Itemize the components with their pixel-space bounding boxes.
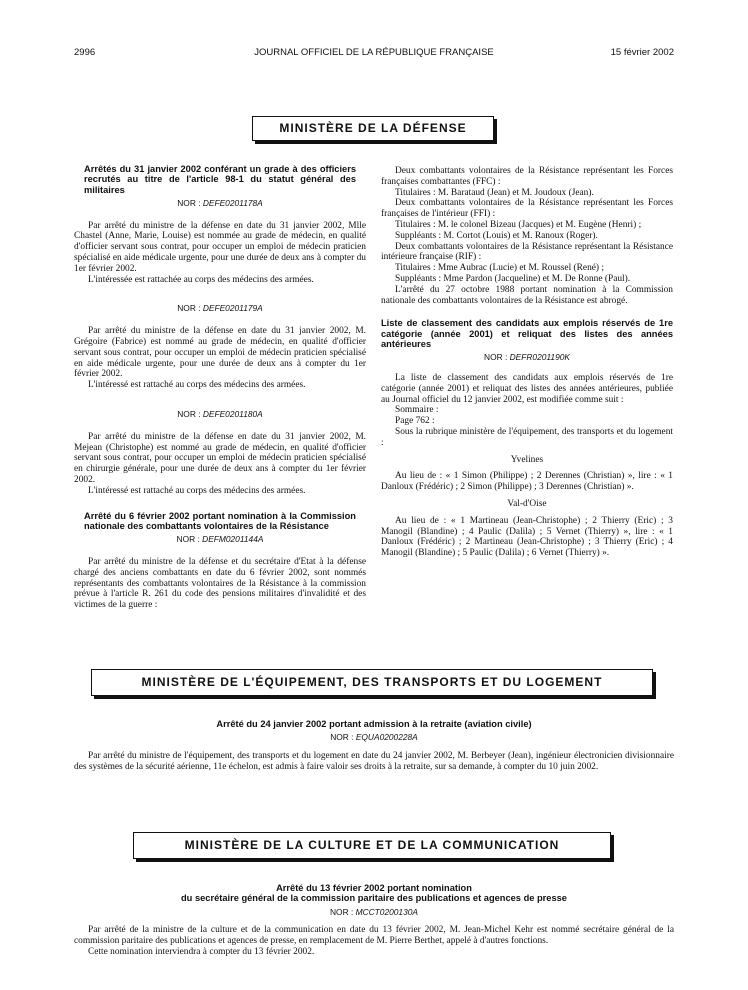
left-column: [74, 164, 366, 611]
nor-reference: NOR : EQUA0200228A: [330, 732, 418, 743]
paragraph: Par arrêté du ministre de l'équipement, des transports et du logement en date du 24 janvier 2002, M. Berbeyer (Jean), ingénieur électronicien divisionnaire des systèmes de la sécurité aérienne, 11e échelon, est admis à faire valoir ses droits à la retraite, sur sa demande, à compter du 10 juin 2002.: [74, 751, 674, 772]
paragraph: Par arrêté du ministre de la défense en date du 31 janvier 2002, Mlle Chastel (Anne, Marie, Louise) est nommée au grade de médecin, en qualité d'officier servant sous contrat, pour occuper un emploi de médecin praticien spécialisé en aide médicale urgente, pour une durée de deux ans à compter du 1er février 2002.: [74, 220, 366, 274]
paragraph: Cette nomination interviendra à compter du 13 février 2002.: [88, 946, 315, 957]
nor-reference: NOR : MCCT0200130A: [330, 906, 418, 917]
nor-reference: NOR : DEFR0201190K: [484, 352, 570, 363]
ministry-culture-heading: MINISTÈRE DE LA CULTURE ET DE LA COMMUNICATION: [133, 832, 611, 859]
place-heading: Yvelines: [510, 454, 544, 465]
article-title-classement: Liste de classement des candidats aux emplois réservés de 1re catégorie (année 2001) et reliquat des listes des années antérieures: [381, 318, 673, 349]
paragraph: Sous la rubrique ministère de l'équipement, des transports et du logement :: [381, 427, 673, 448]
paragraph: Deux combattants volontaires de la Résistance représentant les Forces françaises de l'intérieur (FFI) :: [381, 198, 673, 220]
paragraph: Titulaires : Mme Aubrac (Lucie) et M. Roussel (René) ;: [395, 263, 604, 274]
article-subtitle: du secrétaire général de la commission paritaire des publications et agences de presse: [181, 893, 567, 904]
paragraph: Deux combattants volontaires de la Résistance représentant les Forces françaises combattantes (FFC) :: [381, 166, 673, 187]
article-title-grade: Arrêtés du 31 janvier 2002 conférant un grade à des officiers recrutés au titre de l'article 98-1 du statut général des militaires: [84, 164, 356, 195]
nor-reference: NOR : DEFM0201144A: [176, 534, 264, 545]
article-title-commission: Arrêté du 6 février 2002 portant nomination à la Commission nationale des combattants volontaires de la Résistance: [84, 510, 356, 531]
nor-reference: NOR : DEFE0201178A: [177, 197, 263, 208]
nor-reference: NOR : DEFE0201180A: [177, 409, 263, 420]
paragraph: Par arrêté du ministre de la défense en date du 31 janvier 2002, M. Grégoire (Fabrice) est nommé au grade de médecin, en qualité d'officier servant sous contrat, pour occuper un emploi de médecin praticien spécialisé en aide médicale urgente, pour une durée de deux ans à compter du 1er février 2002.: [74, 326, 366, 380]
page-header: [74, 47, 674, 61]
paragraph: Deux combattants volontaires de la Résistance représentant la Résistance intérieure française (RIF) :: [381, 241, 673, 263]
ministry-defense-heading: MINISTÈRE DE LA DÉFENSE: [252, 116, 494, 141]
paragraph: Au lieu de : « 1 Simon (Philippe) ; 2 Derennes (Christian) », lire : « 1 Danloux (Frédéric) ; 2 Simon (Philippe) ; 3 Derennes (Christian) ».: [381, 471, 673, 493]
paragraph: Titulaires : M. Barataud (Jean) et M. Joudoux (Jean).: [395, 187, 594, 198]
ministry-equipement-heading: MINISTÈRE DE L'ÉQUIPEMENT, DES TRANSPORTS ET DU LOGEMENT: [91, 669, 653, 696]
paragraph: Suppléants : Mme Pardon (Jacqueline) et M. De Ronne (Paul).: [395, 273, 631, 284]
paragraph: L'intéressée est rattachée au corps des médecins des armées.: [88, 274, 314, 285]
culture-section: [74, 883, 674, 958]
paragraph: Au lieu de : « 1 Martineau (Jean-Christophe) ; 2 Thierry (Eric) ; 3 Manogil (Blandine) ; 4 Paulic (Dalila) ; 5 Vernet (Thierry) », lire : « 1 Danloux (Frédéric) ; 2 Martineau (Jean-Christophe) ; 3 Thierry (Eric) ; 4 Manogil (Blandine) ; 5 Paulic (Dalila) ; 6 Vernet (Thierry) ».: [381, 515, 673, 559]
nor-reference: NOR : DEFE0201179A: [177, 303, 263, 314]
page-number: 2996: [74, 47, 96, 58]
paragraph: L'arrêté du 27 octobre 1988 portant nomination à la Commission nationale des combattants volontaires de la Résistance est abrogé.: [381, 284, 673, 306]
place-heading: Val-d'Oise: [507, 499, 547, 510]
paragraph: L'intéressé est rattaché au corps des médecins des armées.: [88, 380, 306, 391]
paragraph: Sommaire :: [395, 405, 439, 416]
paragraph: Par arrêté du ministre de la défense et du secrétaire d'Etat à la défense chargé des anciens combattants en date du 6 février 2002, sont nommés représentants des combattants volontaires de la Résistance à la commission prévue à l'article R. 261 du code des pensions militaires d'invalidité et des victimes de la guerre :: [74, 557, 366, 611]
paragraph: L'intéressé est rattaché au corps des médecins des armées.: [88, 485, 306, 496]
paragraph: Titulaires : M. le colonel Bizeau (Jacques) et M. Eugène (Henri) ;: [395, 219, 642, 230]
equipement-section: [74, 719, 674, 773]
paragraph: Page 762 :: [395, 416, 435, 427]
paragraph: Par arrêté de la ministre de la culture et de la communication en date du 13 février 2002, M. Jean-Michel Kehr est nommé secrétaire général de la commission paritaire des publications et agences de presse, en remplacement de M. Pierre Berthet, appelé à d'autres fonctions.: [74, 925, 674, 947]
right-column: [381, 166, 673, 559]
issue-date: 15 février 2002: [610, 47, 674, 58]
paragraph: Suppléants : M. Cortot (Louis) et M. Ranoux (Roger).: [395, 230, 598, 241]
paragraph: Par arrêté du ministre de la défense en date du 31 janvier 2002, M. Mejean (Christophe) est nommé au grade de médecin, en qualité d'officier servant sous contrat, pour occuper un emploi de médecin praticien spécialisé en chirurgie générale, pour une durée de deux ans à compter du 1er février 2002.: [74, 431, 366, 486]
article-title-retraite: Arrêté du 24 janvier 2002 portant admission à la retraite (aviation civile): [216, 719, 532, 729]
paragraph: La liste de classement des candidats aux emplois réservés de 1re catégorie (année 2001) et reliquat des listes des années antérieures, publiée au Journal officiel du 12 janvier 2002, est modifiée comme suit :: [381, 373, 673, 405]
journal-title: JOURNAL OFFICIEL DE LA RÉPUBLIQUE FRANÇAISE: [254, 47, 494, 58]
article-title-nomination: Arrêté du 13 février 2002 portant nomination: [276, 883, 472, 893]
